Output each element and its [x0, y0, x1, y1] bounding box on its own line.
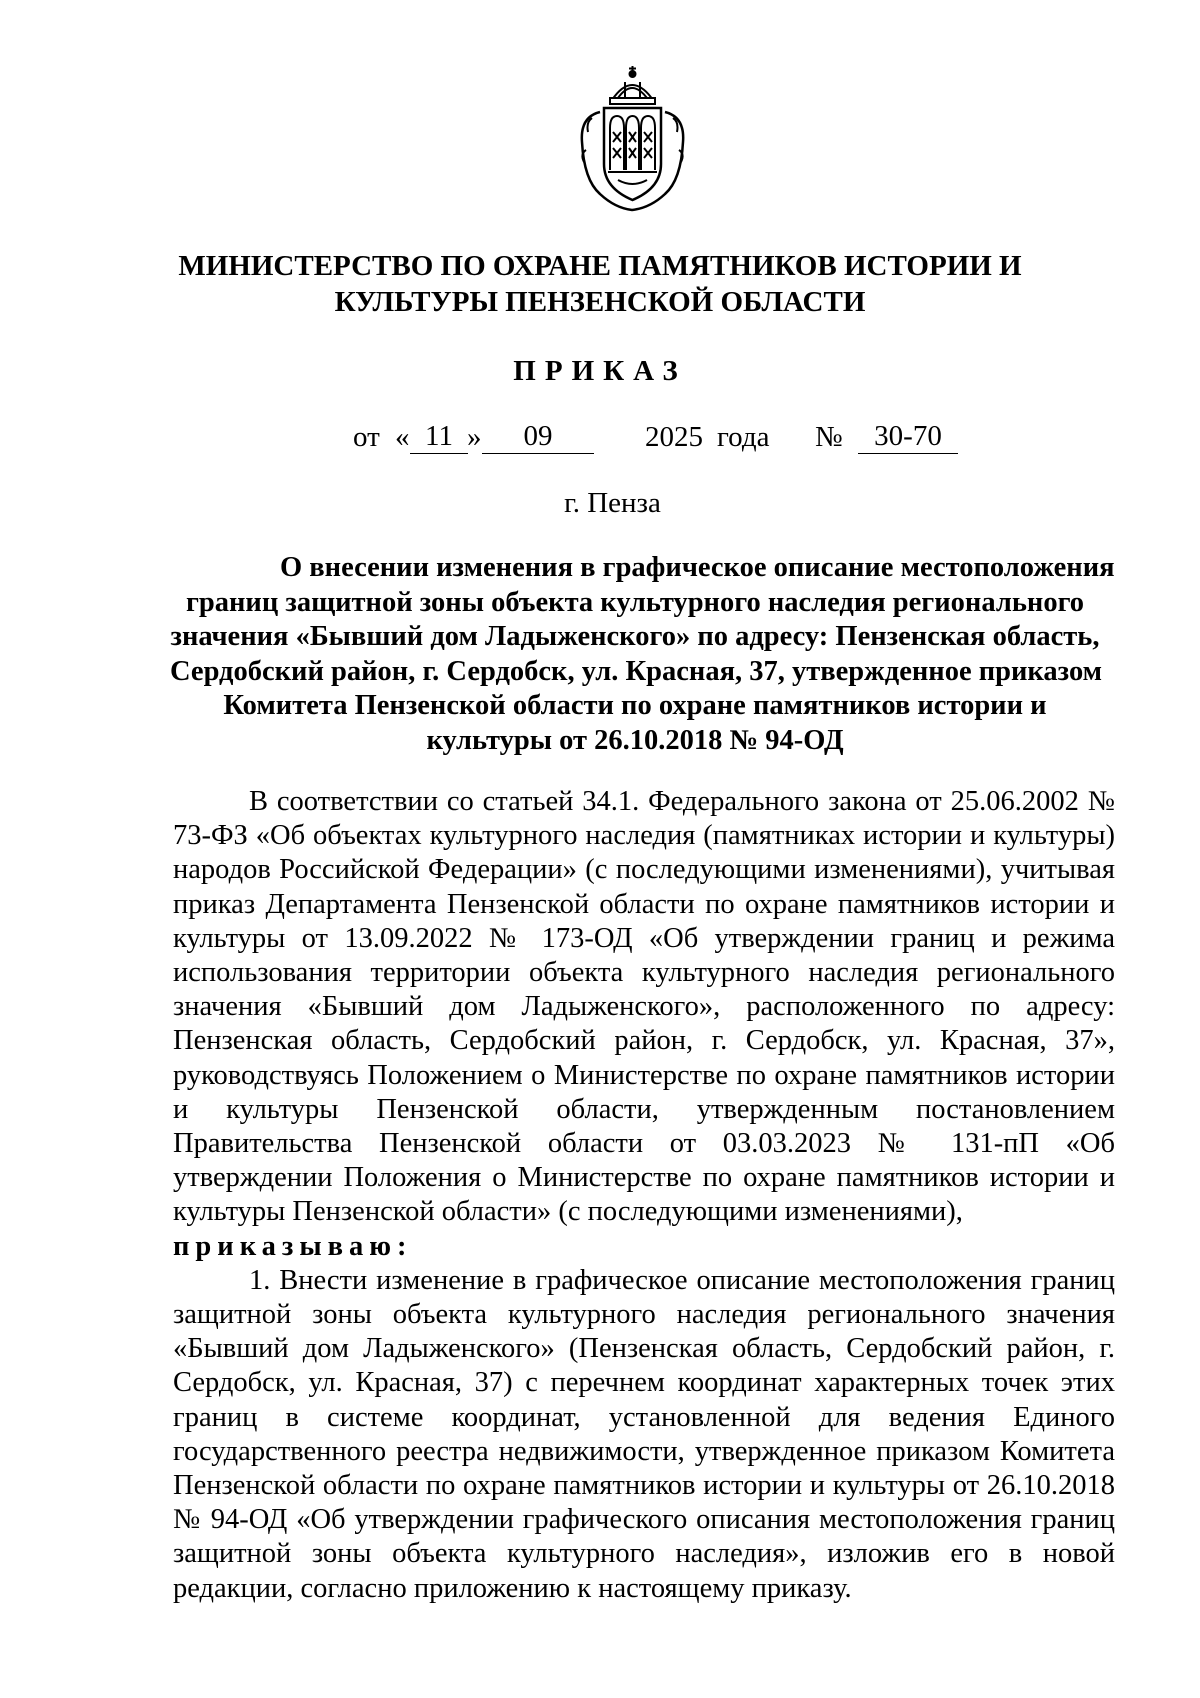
date-year: 2025 — [645, 421, 703, 453]
date-year-suffix: года — [717, 421, 770, 453]
subject-line: О внесении изменения в графическое описание местоположения — [280, 552, 1115, 583]
order-subject — [170, 551, 1115, 758]
preamble-text: В соответствии со статьей 34.1. Федерального закона от 25.06.2002 № 73-ФЗ «Об объектах культурного наследия (памятниках истории и культуры) народов Российской Федерации» (с последующими изменениями), учитывая приказ Департамента Пензенской области по охране памятников истории и культуры от 13.09.2022 № 173-ОД «Об утверждении границ и режима использования территории объекта культурного наследия регионального значения «Бывший дом Ладыженского», расположенного по адресу: Пензенская область, Сердобский район, г. Сердобск, ул. Красная, 37», руководствуясь Положением о Министерстве по охране памятников истории и культуры Пензенской области, утвержденным постановлением Правительства Пензенской области от 03.03.2023 № 131-пП «Об утверждении Положения о Министерстве по охране памятников истории и культуры Пензенской области» (с последующими изменениями), — [173, 786, 1115, 1228]
order-number: 30-70 — [858, 419, 958, 454]
subject-line: границ защитной зоны объекта культурного наследия регионального — [185, 586, 1085, 618]
date-prefix: от — [353, 421, 380, 453]
date-number-sign: № — [815, 421, 843, 453]
preamble-paragraph — [173, 785, 1115, 1264]
ministry-name-line1: МИНИСТЕРСТВО ПО ОХРАНЕ ПАМЯТНИКОВ ИСТОРИИ И — [178, 250, 1022, 282]
date-close-quote: » — [467, 421, 482, 453]
subject-line: значения «Бывший дом Ладыженского» по адресу: Пензенская область, — [170, 621, 1100, 652]
ministry-name — [0, 248, 1200, 320]
date-open-quote: « — [395, 421, 410, 453]
date-day: 11 — [410, 419, 468, 454]
subject-line: Сердобский район, г. Сердобск, ул. Красная, 37, утвержденное приказом — [170, 655, 1103, 687]
order-title: ПРИКАЗ — [513, 355, 687, 387]
date-month: 09 — [482, 419, 594, 454]
subject-line: Комитета Пензенской области по охране памятников истории и — [223, 690, 1047, 721]
coat-of-arms-icon — [570, 62, 695, 212]
item-1-paragraph: 1. Внести изменение в графическое описание местоположения границ защитной зоны объекта культурного наследия регионального значения «Бывший дом Ладыженского» (Пензенская область, Сердобский район, г. Сердобск, ул. Красная, 37) с перечнем координат характерных точек этих границ в системе координат, установленной для ведения Единого государственного реестра недвижимости, утвержденное приказом Комитета Пензенской области по охране памятников истории и культуры от 26.10.2018 № 94-ОД «Об утверждении графического описания местоположения границ защитной зоны объекта культурного наследия», изложив его в новой редакции, согласно приложению к настоящему приказу. — [173, 1264, 1115, 1604]
order-word: приказываю: — [173, 1230, 413, 1262]
city-name: г. Пенза — [564, 487, 661, 519]
subject-line: культуры от 26.10.2018 № 94-ОД — [426, 724, 844, 756]
order-body — [173, 785, 1115, 1606]
ministry-name-line2: КУЛЬТУРЫ ПЕНЗЕНСКОЙ ОБЛАСТИ — [334, 286, 866, 318]
